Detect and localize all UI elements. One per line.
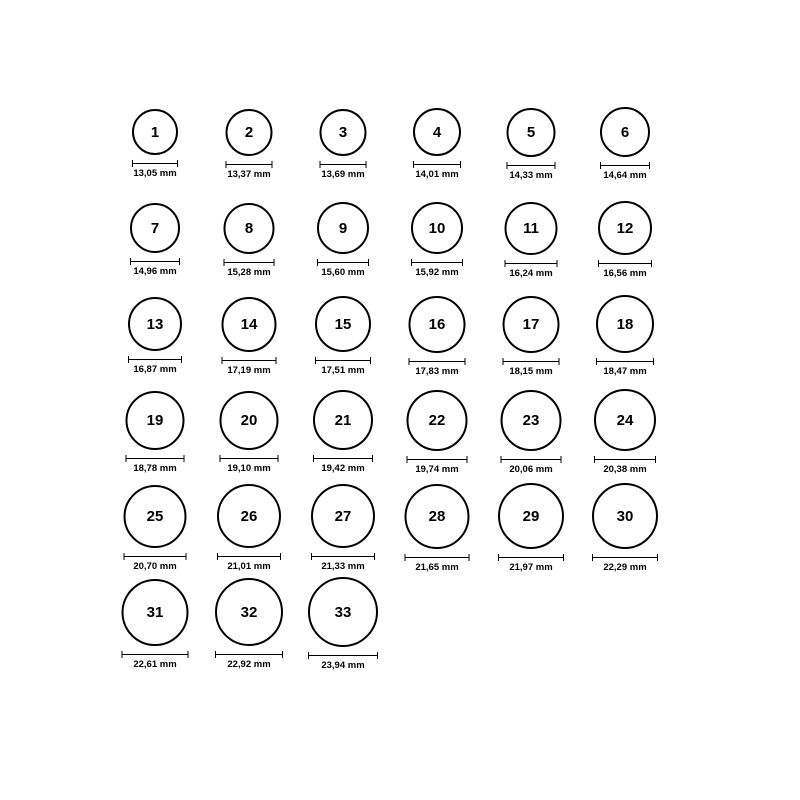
measure-tick-left-icon bbox=[315, 357, 316, 364]
diameter-measure bbox=[122, 651, 189, 670]
measure-tick-left-icon bbox=[505, 260, 506, 267]
measure-bar-icon bbox=[503, 358, 560, 365]
measure-tick-left-icon bbox=[220, 455, 221, 462]
measure-tick-left-icon bbox=[594, 456, 595, 463]
diameter-value: 17,51 mm bbox=[321, 365, 365, 376]
diameter-measure bbox=[308, 652, 378, 671]
ring-circle-icon bbox=[215, 578, 283, 646]
ring-size-cell[interactable] bbox=[202, 88, 296, 184]
measure-bar-icon bbox=[124, 553, 187, 560]
ring-size-label: 1 bbox=[150, 123, 160, 141]
diameter-measure bbox=[222, 357, 277, 376]
ring-size-label: 6 bbox=[620, 123, 630, 141]
diameter-measure bbox=[126, 455, 185, 474]
measure-tick-right-icon bbox=[181, 356, 182, 363]
ring-size-cell[interactable] bbox=[202, 280, 296, 376]
measure-tick-left-icon bbox=[600, 162, 601, 169]
diameter-value: 22,61 mm bbox=[133, 658, 177, 670]
diameter-value: 16,56 mm bbox=[603, 268, 647, 279]
measure-tick-left-icon bbox=[222, 357, 223, 364]
ring-circle-icon bbox=[594, 389, 656, 451]
diameter-value: 21,65 mm bbox=[415, 561, 459, 573]
ring-circle-icon bbox=[311, 484, 375, 548]
measure-tick-right-icon bbox=[184, 455, 185, 462]
ring-size-cell[interactable] bbox=[484, 280, 578, 376]
ring-size-cell[interactable] bbox=[390, 88, 484, 184]
ring-size-cell[interactable] bbox=[296, 472, 390, 572]
diameter-measure bbox=[226, 161, 273, 180]
ring-circle-icon bbox=[220, 391, 279, 450]
measure-tick-right-icon bbox=[467, 456, 468, 463]
ring-size-cell[interactable] bbox=[390, 376, 484, 475]
ring-size-label: 25 bbox=[146, 507, 164, 525]
ring-size-label: 10 bbox=[428, 219, 446, 237]
measure-tick-right-icon bbox=[555, 162, 556, 169]
diameter-measure bbox=[411, 259, 463, 278]
diameter-value: 21,33 mm bbox=[321, 561, 365, 572]
ring-size-label: 9 bbox=[338, 219, 348, 237]
ring-size-label: 19 bbox=[146, 411, 164, 429]
diameter-measure bbox=[128, 356, 182, 375]
ring-circle-icon bbox=[505, 202, 558, 255]
diameter-value: 15,28 mm bbox=[227, 266, 271, 278]
ring-size-cell[interactable] bbox=[296, 184, 390, 280]
measure-bar-icon bbox=[126, 455, 185, 462]
measure-tick-right-icon bbox=[460, 161, 461, 168]
diameter-measure bbox=[320, 161, 367, 180]
diameter-value: 16,24 mm bbox=[509, 267, 553, 279]
diameter-measure bbox=[130, 258, 180, 277]
measure-bar-icon bbox=[317, 259, 369, 266]
diameter-value: 22,92 mm bbox=[227, 659, 271, 670]
measure-bar-icon bbox=[215, 651, 283, 658]
diameter-measure bbox=[598, 260, 652, 279]
measure-bar-icon bbox=[226, 161, 273, 168]
ring-size-cell[interactable] bbox=[484, 88, 578, 184]
measure-tick-right-icon bbox=[372, 455, 373, 462]
measure-tick-right-icon bbox=[559, 358, 560, 365]
diameter-value: 19,42 mm bbox=[321, 463, 365, 474]
ring-size-label: 17 bbox=[522, 315, 540, 333]
measure-bar-icon bbox=[132, 160, 178, 167]
ring-circle-icon bbox=[498, 483, 564, 549]
ring-size-label: 32 bbox=[240, 603, 258, 621]
diameter-value: 21,97 mm bbox=[509, 562, 553, 573]
ring-size-label: 4 bbox=[432, 123, 442, 141]
diameter-measure bbox=[315, 357, 371, 376]
ring-size-cell[interactable] bbox=[202, 184, 296, 280]
measure-bar-icon bbox=[222, 357, 277, 364]
diameter-value: 19,10 mm bbox=[227, 462, 271, 474]
diameter-value: 14,96 mm bbox=[133, 266, 177, 277]
ring-size-label: 20 bbox=[240, 411, 258, 429]
diameter-measure bbox=[220, 455, 279, 474]
ring-circle-icon bbox=[600, 107, 650, 157]
diameter-value: 20,70 mm bbox=[133, 560, 177, 572]
measure-tick-left-icon bbox=[308, 652, 309, 659]
measure-tick-left-icon bbox=[130, 258, 131, 265]
measure-tick-right-icon bbox=[278, 455, 279, 462]
ring-circle-icon bbox=[313, 390, 373, 450]
measure-tick-left-icon bbox=[317, 259, 318, 266]
ring-size-cell[interactable] bbox=[202, 568, 296, 670]
ring-circle-icon bbox=[592, 483, 658, 549]
ring-size-label: 2 bbox=[244, 123, 254, 141]
measure-bar-icon bbox=[313, 455, 373, 462]
diameter-value: 22,29 mm bbox=[603, 562, 647, 573]
diameter-value: 17,19 mm bbox=[227, 364, 271, 376]
diameter-measure bbox=[503, 358, 560, 377]
measure-tick-right-icon bbox=[370, 357, 371, 364]
diameter-value: 14,01 mm bbox=[415, 169, 459, 180]
measure-tick-left-icon bbox=[224, 259, 225, 266]
ring-circle-icon bbox=[413, 108, 461, 156]
diameter-value: 19,74 mm bbox=[415, 463, 459, 475]
diameter-measure bbox=[498, 554, 564, 573]
measure-bar-icon bbox=[411, 259, 463, 266]
measure-tick-left-icon bbox=[126, 455, 127, 462]
measure-bar-icon bbox=[600, 162, 650, 169]
measure-bar-icon bbox=[501, 456, 562, 463]
measure-bar-icon bbox=[220, 455, 279, 462]
diameter-measure bbox=[505, 260, 558, 279]
measure-tick-left-icon bbox=[226, 161, 227, 168]
diameter-measure bbox=[132, 160, 178, 179]
measure-tick-right-icon bbox=[179, 258, 180, 265]
measure-bar-icon bbox=[498, 554, 564, 561]
measure-tick-left-icon bbox=[503, 358, 504, 365]
ring-size-cell[interactable] bbox=[484, 472, 578, 573]
ring-size-label: 8 bbox=[244, 219, 254, 237]
measure-tick-right-icon bbox=[274, 259, 275, 266]
diameter-value: 13,05 mm bbox=[133, 168, 177, 179]
measure-bar-icon bbox=[217, 553, 281, 560]
ring-circle-icon bbox=[598, 201, 652, 255]
measure-tick-left-icon bbox=[498, 554, 499, 561]
diameter-value: 18,15 mm bbox=[509, 365, 553, 377]
measure-tick-left-icon bbox=[124, 553, 125, 560]
measure-tick-left-icon bbox=[598, 260, 599, 267]
measure-tick-right-icon bbox=[657, 554, 658, 561]
measure-tick-left-icon bbox=[132, 160, 133, 167]
ring-size-label: 33 bbox=[334, 603, 352, 621]
ring-circle-icon bbox=[122, 579, 189, 646]
ring-size-grid bbox=[108, 88, 698, 671]
diameter-value: 16,87 mm bbox=[133, 364, 177, 375]
measure-bar-icon bbox=[311, 553, 375, 560]
ring-size-cell[interactable] bbox=[202, 472, 296, 572]
measure-tick-right-icon bbox=[177, 160, 178, 167]
diameter-measure bbox=[317, 259, 369, 278]
ring-size-cell[interactable] bbox=[108, 184, 202, 280]
measure-tick-left-icon bbox=[128, 356, 129, 363]
ring-circle-icon bbox=[507, 108, 556, 157]
measure-bar-icon bbox=[598, 260, 652, 267]
ring-circle-icon bbox=[217, 484, 281, 548]
ring-circle-icon bbox=[320, 109, 367, 156]
measure-bar-icon bbox=[505, 260, 558, 267]
ring-circle-icon bbox=[224, 203, 275, 254]
measure-tick-left-icon bbox=[596, 358, 597, 365]
ring-size-label: 26 bbox=[240, 507, 258, 525]
ring-size-cell[interactable] bbox=[578, 280, 672, 376]
measure-bar-icon bbox=[507, 162, 556, 169]
measure-tick-left-icon bbox=[501, 456, 502, 463]
ring-size-label: 13 bbox=[146, 315, 164, 333]
diameter-measure bbox=[507, 162, 556, 181]
measure-bar-icon bbox=[407, 456, 468, 463]
measure-bar-icon bbox=[315, 357, 371, 364]
diameter-measure bbox=[592, 554, 658, 573]
ring-circle-icon bbox=[130, 203, 180, 253]
diameter-measure bbox=[215, 651, 283, 670]
ring-circle-icon bbox=[407, 390, 468, 451]
ring-size-label: 24 bbox=[616, 411, 634, 429]
ring-circle-icon bbox=[409, 296, 466, 353]
diameter-value: 20,38 mm bbox=[603, 464, 647, 475]
diameter-value: 20,06 mm bbox=[509, 463, 553, 475]
ring-size-label: 11 bbox=[523, 219, 539, 237]
measure-bar-icon bbox=[594, 456, 656, 463]
ring-circle-icon bbox=[222, 297, 277, 352]
measure-tick-left-icon bbox=[313, 455, 314, 462]
ring-size-cell[interactable] bbox=[484, 184, 578, 280]
ring-circle-icon bbox=[405, 484, 470, 549]
ring-size-cell[interactable] bbox=[108, 376, 202, 472]
measure-tick-left-icon bbox=[409, 358, 410, 365]
measure-bar-icon bbox=[596, 358, 654, 365]
diameter-measure bbox=[405, 554, 470, 573]
ring-size-cell[interactable] bbox=[578, 472, 672, 573]
ring-circle-icon bbox=[501, 390, 562, 451]
measure-bar-icon bbox=[320, 161, 367, 168]
ring-size-label: 15 bbox=[334, 315, 352, 333]
diameter-value: 18,78 mm bbox=[133, 462, 177, 474]
measure-tick-right-icon bbox=[653, 358, 654, 365]
measure-tick-left-icon bbox=[215, 651, 216, 658]
ring-size-cell[interactable] bbox=[578, 88, 672, 184]
measure-tick-right-icon bbox=[465, 358, 466, 365]
ring-size-label: 5 bbox=[526, 123, 536, 141]
measure-tick-left-icon bbox=[122, 651, 123, 658]
measure-tick-right-icon bbox=[282, 651, 283, 658]
ring-circle-icon bbox=[126, 391, 185, 450]
diameter-measure bbox=[596, 358, 654, 377]
measure-tick-right-icon bbox=[368, 259, 369, 266]
ring-size-label: 27 bbox=[334, 507, 352, 525]
ring-size-label: 29 bbox=[522, 507, 540, 525]
measure-bar-icon bbox=[122, 651, 189, 658]
measure-tick-right-icon bbox=[561, 456, 562, 463]
ring-circle-icon bbox=[308, 577, 378, 647]
measure-tick-left-icon bbox=[407, 456, 408, 463]
diameter-value: 17,83 mm bbox=[415, 365, 459, 377]
ring-circle-icon bbox=[132, 109, 178, 155]
ring-size-cell[interactable] bbox=[484, 376, 578, 475]
ring-size-label: 3 bbox=[338, 123, 348, 141]
measure-bar-icon bbox=[308, 652, 378, 659]
diameter-value: 14,64 mm bbox=[603, 170, 647, 181]
measure-tick-right-icon bbox=[462, 259, 463, 266]
measure-tick-left-icon bbox=[217, 553, 218, 560]
ring-size-label: 31 bbox=[146, 603, 164, 621]
measure-tick-right-icon bbox=[563, 554, 564, 561]
ring-circle-icon bbox=[124, 485, 187, 548]
diameter-value: 18,47 mm bbox=[603, 366, 647, 377]
measure-tick-right-icon bbox=[377, 652, 378, 659]
ring-size-label: 30 bbox=[616, 507, 634, 525]
measure-tick-right-icon bbox=[280, 553, 281, 560]
ring-size-label: 14 bbox=[240, 315, 258, 333]
ring-size-label: 23 bbox=[522, 411, 540, 429]
measure-tick-right-icon bbox=[557, 260, 558, 267]
ring-circle-icon bbox=[503, 296, 560, 353]
ring-size-cell[interactable] bbox=[296, 280, 390, 376]
measure-tick-left-icon bbox=[405, 554, 406, 561]
ring-size-cell[interactable] bbox=[296, 88, 390, 184]
diameter-measure bbox=[413, 161, 461, 180]
measure-tick-left-icon bbox=[592, 554, 593, 561]
diameter-value: 14,33 mm bbox=[509, 169, 553, 181]
ring-size-cell[interactable] bbox=[108, 472, 202, 572]
ring-size-label: 28 bbox=[428, 507, 446, 525]
measure-tick-left-icon bbox=[507, 162, 508, 169]
ring-size-cell[interactable] bbox=[108, 280, 202, 376]
measure-tick-right-icon bbox=[366, 161, 367, 168]
measure-tick-right-icon bbox=[186, 553, 187, 560]
measure-tick-left-icon bbox=[413, 161, 414, 168]
measure-bar-icon bbox=[130, 258, 180, 265]
measure-bar-icon bbox=[224, 259, 275, 266]
ring-size-cell[interactable] bbox=[578, 376, 672, 475]
measure-tick-right-icon bbox=[649, 162, 650, 169]
ring-size-label: 16 bbox=[428, 315, 446, 333]
diameter-value: 15,60 mm bbox=[321, 267, 365, 278]
diameter-value: 23,94 mm bbox=[321, 660, 365, 671]
ring-size-cell[interactable] bbox=[296, 376, 390, 472]
measure-bar-icon bbox=[413, 161, 461, 168]
measure-tick-right-icon bbox=[469, 554, 470, 561]
measure-tick-left-icon bbox=[311, 553, 312, 560]
ring-size-cell[interactable] bbox=[108, 568, 202, 670]
diameter-value: 13,69 mm bbox=[321, 168, 365, 180]
ring-circle-icon bbox=[128, 297, 182, 351]
diameter-measure bbox=[409, 358, 466, 377]
ring-size-cell[interactable] bbox=[578, 184, 672, 280]
measure-tick-right-icon bbox=[276, 357, 277, 364]
ring-size-cell[interactable] bbox=[390, 472, 484, 573]
diameter-measure bbox=[224, 259, 275, 278]
ring-size-label: 7 bbox=[150, 219, 160, 237]
ring-circle-icon bbox=[411, 202, 463, 254]
ring-size-cell[interactable] bbox=[390, 184, 484, 280]
measure-tick-right-icon bbox=[272, 161, 273, 168]
ring-circle-icon bbox=[315, 296, 371, 352]
diameter-value: 21,01 mm bbox=[227, 561, 271, 572]
ring-size-label: 22 bbox=[428, 411, 446, 429]
measure-tick-left-icon bbox=[320, 161, 321, 168]
measure-tick-right-icon bbox=[651, 260, 652, 267]
ring-size-label: 18 bbox=[616, 315, 634, 333]
measure-bar-icon bbox=[592, 554, 658, 561]
ring-circle-icon bbox=[317, 202, 369, 254]
measure-bar-icon bbox=[409, 358, 466, 365]
ring-circle-icon bbox=[226, 109, 273, 156]
ring-circle-icon bbox=[596, 295, 654, 353]
ring-size-cell[interactable] bbox=[108, 88, 202, 184]
ring-size-cell[interactable] bbox=[202, 376, 296, 472]
ring-size-cell[interactable] bbox=[296, 568, 390, 671]
measure-tick-right-icon bbox=[188, 651, 189, 658]
measure-tick-left-icon bbox=[411, 259, 412, 266]
measure-bar-icon bbox=[128, 356, 182, 363]
measure-tick-right-icon bbox=[655, 456, 656, 463]
diameter-value: 13,37 mm bbox=[227, 168, 271, 180]
diameter-measure bbox=[600, 162, 650, 181]
measure-tick-right-icon bbox=[374, 553, 375, 560]
measure-bar-icon bbox=[405, 554, 470, 561]
ring-size-label: 12 bbox=[616, 219, 634, 237]
ring-size-label: 21 bbox=[334, 411, 352, 429]
diameter-value: 15,92 mm bbox=[415, 267, 459, 278]
ring-size-cell[interactable] bbox=[390, 280, 484, 376]
